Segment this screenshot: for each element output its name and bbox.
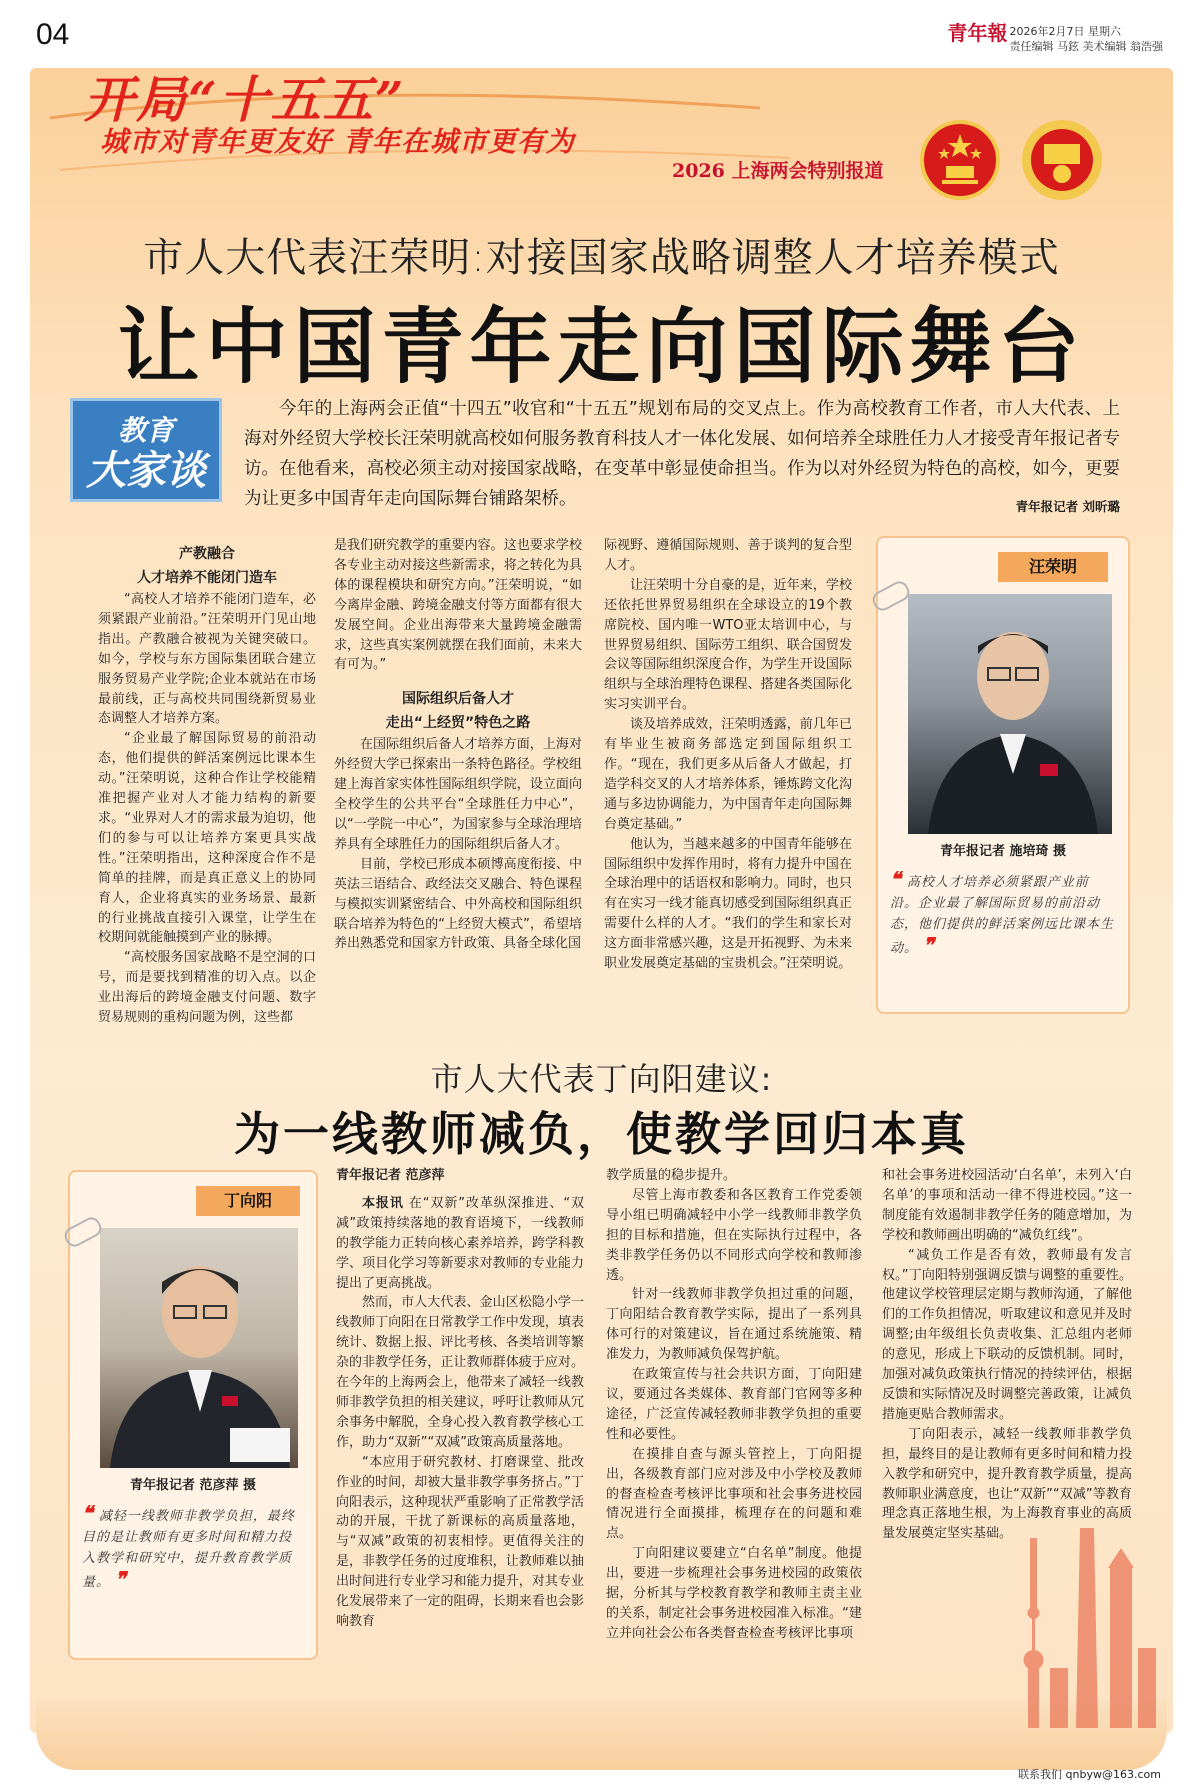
portrait-photo: [908, 594, 1112, 834]
photo-caption: 青年报记者 施培琦 摄: [939, 844, 1067, 859]
paragraph: 尽管上海市教委和各区教育工作党委领导小组已明确减轻中小学一线教师非教学负担的目标和措施，但在实际执行过程中，各类非教学任务仍以不同形式向学校和教师渗透。: [606, 1187, 862, 1283]
article2-headline: 为一线教师减负，使教学回归本真: [234, 1107, 969, 1161]
paragraph: “高校服务国家战略不是空洞的口号，而是要找到精准的切入点。以企业出海后的跨境金融支付问题、数字贸易规则的重构问题为例，这些都: [98, 950, 316, 1026]
open-quote-icon: ❝: [890, 867, 902, 891]
paragraph-text: 在“双新”改革纵深推进、“双减”政策持续落地的教育语境下，一线教师的教学能力正转向核心素养培养，跨学科教学、项目化学习等新要求对教师的专业能力提出了更高挑战。: [336, 1195, 584, 1291]
lead-text: 今年的上海两会正值“十四五”收官和“十五五”规划布局的交叉点上。作为高校教育工作者，市人大代表、上海对外经贸大学校长汪荣明就高校如何服务教育科技人才一体化发展、如何培养全球胜任力人才接受青年报记者专访。在他看来，高校必须主动对接国家战略，在变革中彰显使命担当。作为以对外经贸为特色的高校，如今，更要为让更多中国青年走向国际舞台铺路架桥。: [244, 399, 1120, 509]
footer-contact: 联系我们 qnbyw@163.com: [1018, 1768, 1161, 1781]
photo-caption: 青年报记者 范彦萍 摄: [129, 1478, 257, 1493]
article1-headline: 让中国青年走向国际舞台: [117, 300, 1086, 395]
paragraph: 在国际组织后备人才培养方面，上海对外经贸大学已探索出一条特色路径。学校组建上海首家实体性国际组织学院，设立面向全校学生的公共平台“全球胜任力中心”，以“一学院一中心”，为国家参与全球治理培养具有全球胜任力的国际组织后备人才。: [334, 737, 582, 852]
paragraph: 际视野、遵循国际规则、善于谈判的复合型人才。: [604, 538, 852, 573]
person-illustration: [908, 594, 1112, 834]
section-heading: 人才培养不能闭门造车: [137, 570, 277, 586]
article1-column-2: [334, 536, 582, 954]
banner-slogan: 城市对青年更友好 青年在城市更有为: [100, 125, 575, 158]
sidebar-name-tab: 汪荣明: [998, 552, 1108, 582]
paragraph: “减负工作是否有效，教师最有发言权。”丁向阳特别强调反馈与调整的重要性。他建议学校管理层定期与教师沟通，了解他们的工作负担情况，听取建议和意见并及时调整;由年级组长负责收集、汇总组内老师的意见，形成上下联动的反馈机制。同时，加强对减负政策执行情况的持续评估，根据反馈和实际情况及时调整完善政策，让减负措施更贴合教师需求。: [882, 1247, 1132, 1422]
article1-column-1: [98, 540, 316, 1028]
article2-byline: 青年报记者 范彦萍: [336, 1168, 445, 1183]
person-illustration: [100, 1228, 298, 1468]
cppcc-emblem-icon: [1020, 118, 1104, 206]
pull-quote: [878, 869, 1128, 959]
section-heading: 国际组织后备人才: [402, 691, 514, 708]
article2-column-2: [606, 1166, 862, 1644]
paragraph: 是我们研究教学的重要内容。这也要求学校各专业主动对接这些新需求，将之转化为具体的课程模块和研究方向。”汪荣明说，“如今离岸金融、跨境金融支付等方面都有很大发展空间。企业出海带来大量跨境金融需求，这些真实案例就摆在我们面前，未来大有可为。”: [334, 538, 582, 673]
paragraph: 在摸排自查与源头管控上，丁向阳提出，各级教育部门应对涉及中小学校及教师的督查检查考核评比事项和社会事务进校园情况进行全面摸排，梳理存在的问题和难点。: [606, 1446, 862, 1542]
paragraph: 教学质量的稳步提升。: [606, 1168, 737, 1183]
open-quote-icon: ❝: [82, 1501, 94, 1525]
section-heading: 走出“上经贸”特色之路: [385, 715, 531, 732]
paragraph: 针对一线教师非教学负担过重的问题，丁向阳结合教育教学实际，提出了一系列具体可行的对策建议，旨在通过系统施策、精准发力，为教师减负保驾护航。: [606, 1287, 862, 1363]
paragraph: “本应用于研究教材、打磨课堂、批改作业的时间，却被大量非教学事务挤占。”丁向阳表示，这种现状严重影响了正常教学活动的开展，干扰了新课标的高质量落地，与“双减”政策的初衷相悖。更值得关注的是，非教学任务的过度堆积，让教师难以抽出时间进行专业学习和能力提升，对其专业化发展带来了一定的阻碍，长期来看也会影响教育: [336, 1454, 584, 1629]
banner-title: 开局“十五五”: [84, 70, 406, 129]
paragraph: 和社会事务进校园活动‘白名单’，未列入‘白名单’的事项和活动一律不得进校园。”这一制度能有效遏制非教学任务的随意增加，为学校和教师画出明确的“减负红线”。: [882, 1168, 1132, 1243]
dateline: 本报讯: [362, 1195, 404, 1211]
paragraph: 在政策宣传与社会共识方面，丁向阳建议，要通过各类媒体、教育部门官网等多种途径，广泛宣传减轻教师非教学负担的重要性和必要性。: [606, 1367, 862, 1442]
badge-line1: 教育: [117, 414, 174, 447]
national-emblem-icon: [920, 120, 1000, 204]
article1-byline: 青年报记者 刘昕璐: [1015, 499, 1120, 514]
paragraph: 丁向阳建议要建立“白名单”制度。他提出，要进一步梳理社会事务进校园的政策依据，分析其与学校教育教学和教师主责主业的关系，制定社会事务进校园准入标准。“建立并向社会公布各类督查检查考核评比事项: [606, 1546, 862, 1641]
article2-subtitle: 市人大代表丁向阳建议:: [430, 1060, 773, 1098]
paragraph: “高校人才培养不能闭门造车，必须紧跟产业前沿。”汪荣明开门见山地指出。产教融合被视为关键突破口。如今，学校与东方国际集团联合建立服务贸易产业学院;企业本就站在市场最前线，正与高校共同围绕新贸易业态调整人才培养方案。: [98, 592, 316, 727]
paragraph: 目前，学校已形成本硕博高度衔接、中英法三语结合、政经法交叉融合、特色课程与模拟实训紧密结合、中外高校和国际组织联合培养为特色的“上经贸大模式”，希望培养出熟悉党和国家方针政策、具备全球化国: [334, 856, 582, 952]
shanghai-skyline-decoration: [1010, 1498, 1160, 1728]
pull-quote-text: 高校人才培养必须紧跟产业前沿。企业最了解国际贸易的前沿动态，他们提供的鲜活案例远比课本生动。: [890, 875, 1115, 956]
paragraph: 然而，市人大代表、金山区松隐小学一线教师丁向阳在日常教学工作中发现，填表统计、数据上报、评比考核、各类培训等繁杂的非教学任务，正让教师群体疲于应对。在今年的上海两会上，他带来了减轻一线教师非教学负担的相关建议，呼吁让教师从冗余事务中解脱，全身心投入教育教学核心工作，助力“双新”“双减”政策高质量落地。: [336, 1295, 584, 1450]
masthead: [947, 21, 1164, 54]
article2-column-1: [336, 1166, 584, 1632]
article1-subtitle: 市人大代表汪荣明:对接国家战略调整人才培养模式: [143, 235, 1060, 281]
article1-sidebar: [876, 536, 1130, 1014]
editors-line: 责任编辑 马鉉 美术编辑 翁浩强: [1009, 40, 1163, 53]
scroll-curl: [36, 1700, 1167, 1770]
paragraph: 让汪荣明十分自豪的是，近年来，学校还依托世界贸易组织在全球设立的19个教席院校、国内唯一WTO亚太培训中心，与世界贸易组织、国际劳工组织、联合国贸发会议等国际组织深度合作，为学生开设国际组织与全球治理特色课程、搭建各类国际化实习实训平台。: [604, 577, 852, 713]
pull-quote: [70, 1503, 316, 1593]
paragraph: 谈及培养成效，汪荣明透露，前几年已有毕业生被商务部选定到国际组织工作。“现在，我们更多从后备人才做起，打造学科交叉的人才培养体系，锤炼跨文化沟通与多边协调能力，为中国青年走向国际舞台奠定基础。”: [604, 717, 852, 832]
close-quote-icon: ❞: [923, 933, 935, 957]
article1-column-3: [604, 536, 852, 974]
section-heading: 产教融合: [179, 546, 235, 562]
column-badge: [70, 398, 222, 502]
article2-column-3: [882, 1166, 1132, 1544]
article2-sidebar: [68, 1170, 318, 1660]
special-report-label: 2026 上海两会特别报道: [672, 160, 884, 182]
badge-line2: 大家谈: [86, 448, 206, 494]
page-number: 04: [36, 18, 70, 51]
close-quote-icon: ❞: [115, 1567, 127, 1591]
paragraph: 丁向阳表示，减轻一线教师非教学负担，最终目的是让教师有更多时间和精力投入教学和研究中，提升教育教学质量，提高教师职业满意度，也让“双新”“双减”等教育理念真正落地生根，为上海教育事业的高质量发展奠定坚实基础。: [882, 1426, 1132, 1542]
pull-quote-text: 减轻一线教师非教学负担，最终目的是让教师有更多时间和精力投入教学和研究中，提升教育教学质量。: [82, 1509, 295, 1590]
portrait-photo: [100, 1228, 298, 1468]
paragraph: [336, 1194, 584, 1294]
paragraph: 他认为，当越来越多的中国青年能够在国际组织中发挥作用时，将有力提升中国在全球治理中的话语权和影响力。同时，也只有在实习一线才能真切感受到国际组织真正需要什么样的人才。“我们的学生和家长对这方面非常感兴趣，这是开拓视野、为未来职业发展奠定基础的宝贵机会。”汪荣明说。: [604, 836, 852, 972]
date-line: 2026年2月7日 星期六: [1009, 25, 1121, 38]
paragraph: “企业最了解国际贸易的前沿动态，他们提供的鲜活案例远比课本生动。”汪荣明说，这种合作让学校能精准把握产业对人才能力结构的新要求。“业界对人才的需求最为迫切，他们的参与可以让培养方案更具实战性。”汪荣明指出，这种深度合作不是简单的挂牌，而是真正意义上的协同育人，企业将真实的业务场景、最新的行业挑战直接引入课堂，让学生在校期间就能触摸到产业的脉搏。: [98, 731, 316, 946]
article1-lead: [244, 394, 1120, 522]
sidebar-name-tab: 丁向阳: [196, 1186, 300, 1216]
newspaper-logo: 青年報: [947, 21, 1008, 45]
